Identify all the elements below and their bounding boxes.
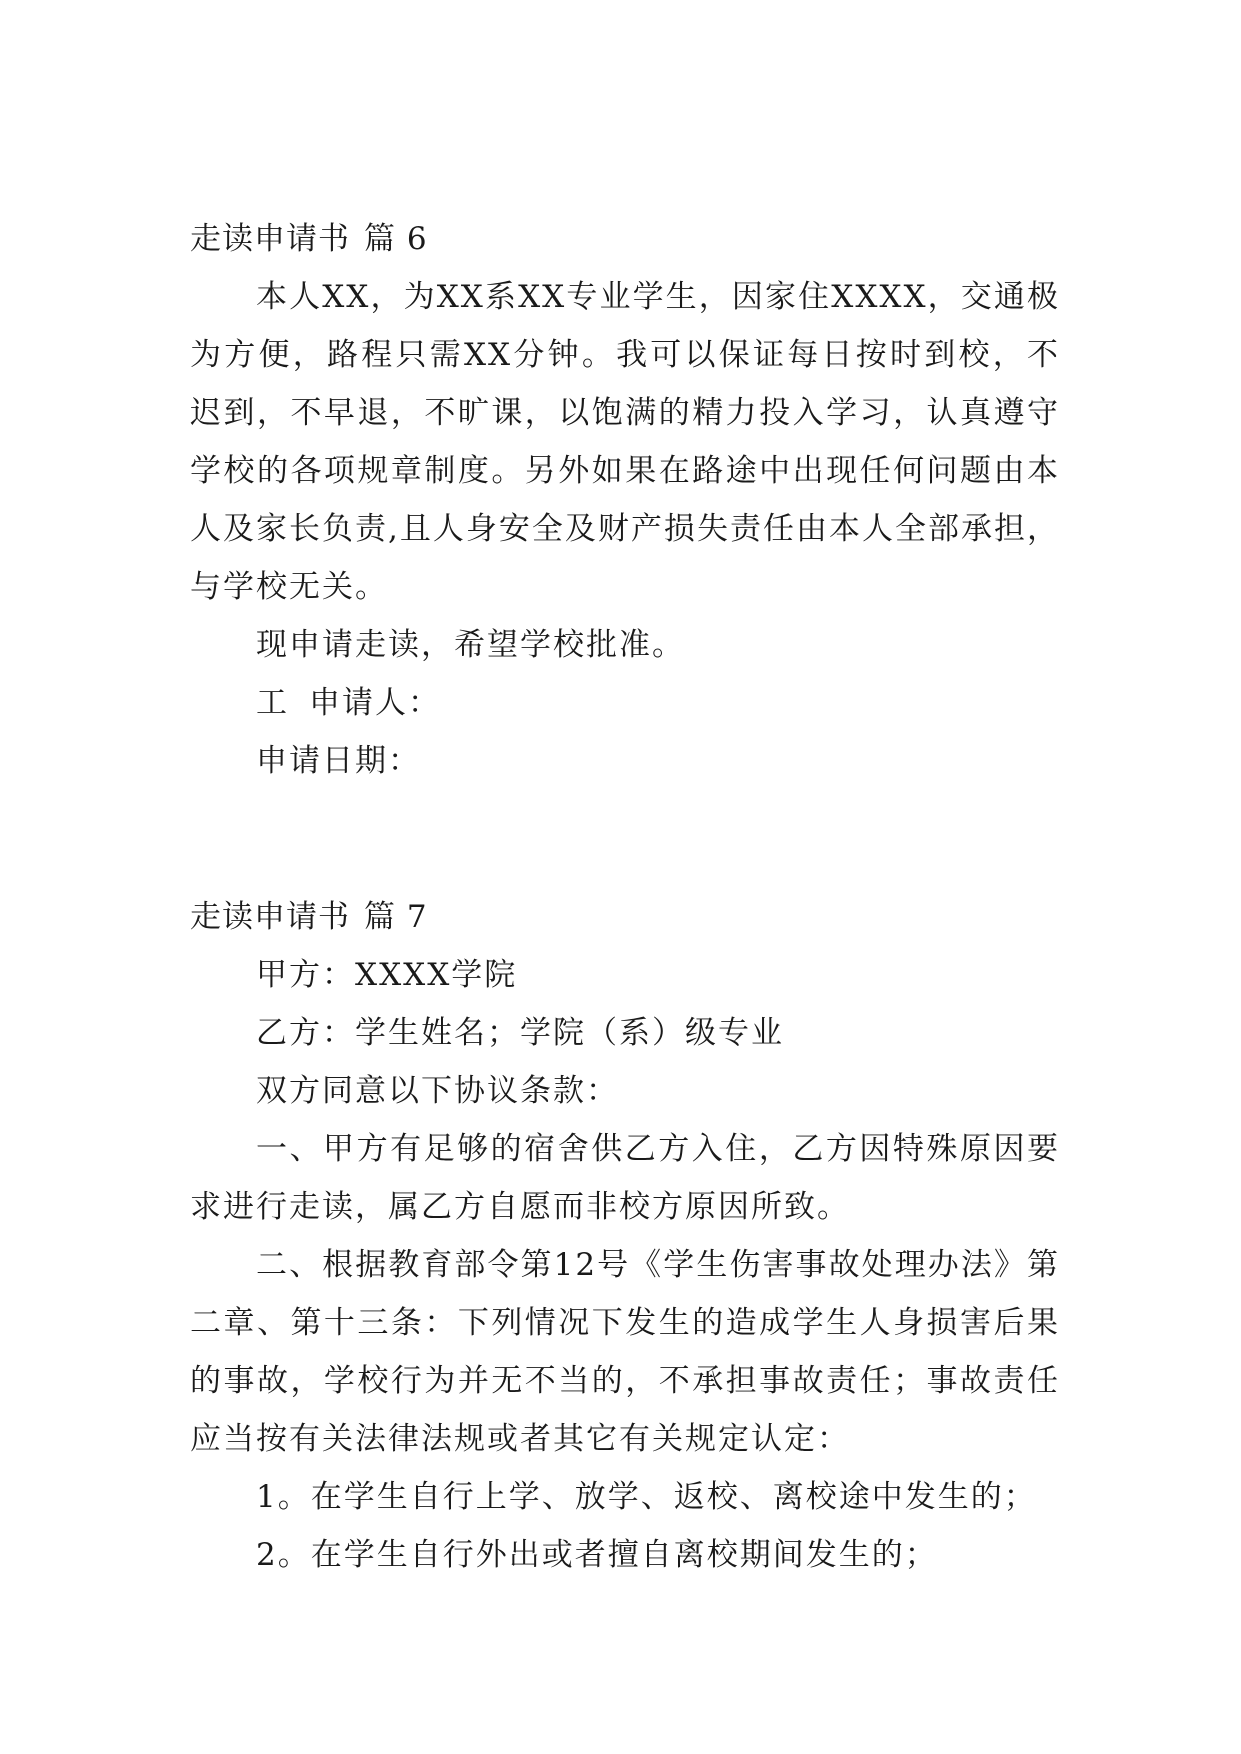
clause-1: 一、甲方有足够的宿舍供乙方入住，乙方因特殊原因要求进行走读，属乙方自愿而非校方原因所致。 (190, 1131, 1060, 1225)
applicant-line (190, 674, 1060, 732)
section-7-heading (190, 888, 1060, 946)
section-7-number: 篇 7 (364, 899, 428, 935)
section-6-title: 走读申请书 (190, 221, 350, 257)
agreement-intro: 双方同意以下协议条款： (256, 1073, 619, 1109)
section-6-body: 本人XX，为XX系XX专业学生，因家住XXXX，交通极为方便，路程只需XX分钟。我可以保证每日按时到校，不迟到，不早退，不旷课，以饱满的精力投入学习，认真遵守学校的各项规章制度。另外如果在路途中出现任何问题由本人及家长负责,且人身安全及财产损失责任由本人全部承担，与学校无关。 (190, 279, 1060, 605)
party-a: 甲方：XXXX学院 (256, 957, 518, 993)
clause-2-item-1: 1。在学生自行上学、放学、返校、离校途中发生的； (256, 1479, 1037, 1515)
clause-2-item-2: 2。在学生自行外出或者擅自离校期间发生的； (256, 1537, 938, 1573)
section-6-heading (190, 210, 1060, 268)
section-6-request: 现申请走读，希望学校批准。 (256, 627, 685, 663)
signature-mark: 工 (256, 685, 289, 721)
document-page (190, 210, 1060, 1584)
date-label: 申请日期： (256, 743, 421, 779)
section-7-title: 走读申请书 (190, 899, 350, 935)
clause-2: 二、根据教育部令第12号《学生伤害事故处理办法》第二章、第十三条：下列情况下发生的造成学生人身损害后果的事故，学校行为并无不当的，不承担事故责任；事故责任应当按有关法律法规或者其它有关规定认定： (190, 1247, 1060, 1457)
section-gap (190, 790, 1060, 888)
party-b: 乙方：学生姓名；学院（系）级专业 (256, 1015, 784, 1051)
applicant-label: 申请人： (309, 685, 441, 721)
section-6-number: 篇 6 (364, 221, 428, 257)
